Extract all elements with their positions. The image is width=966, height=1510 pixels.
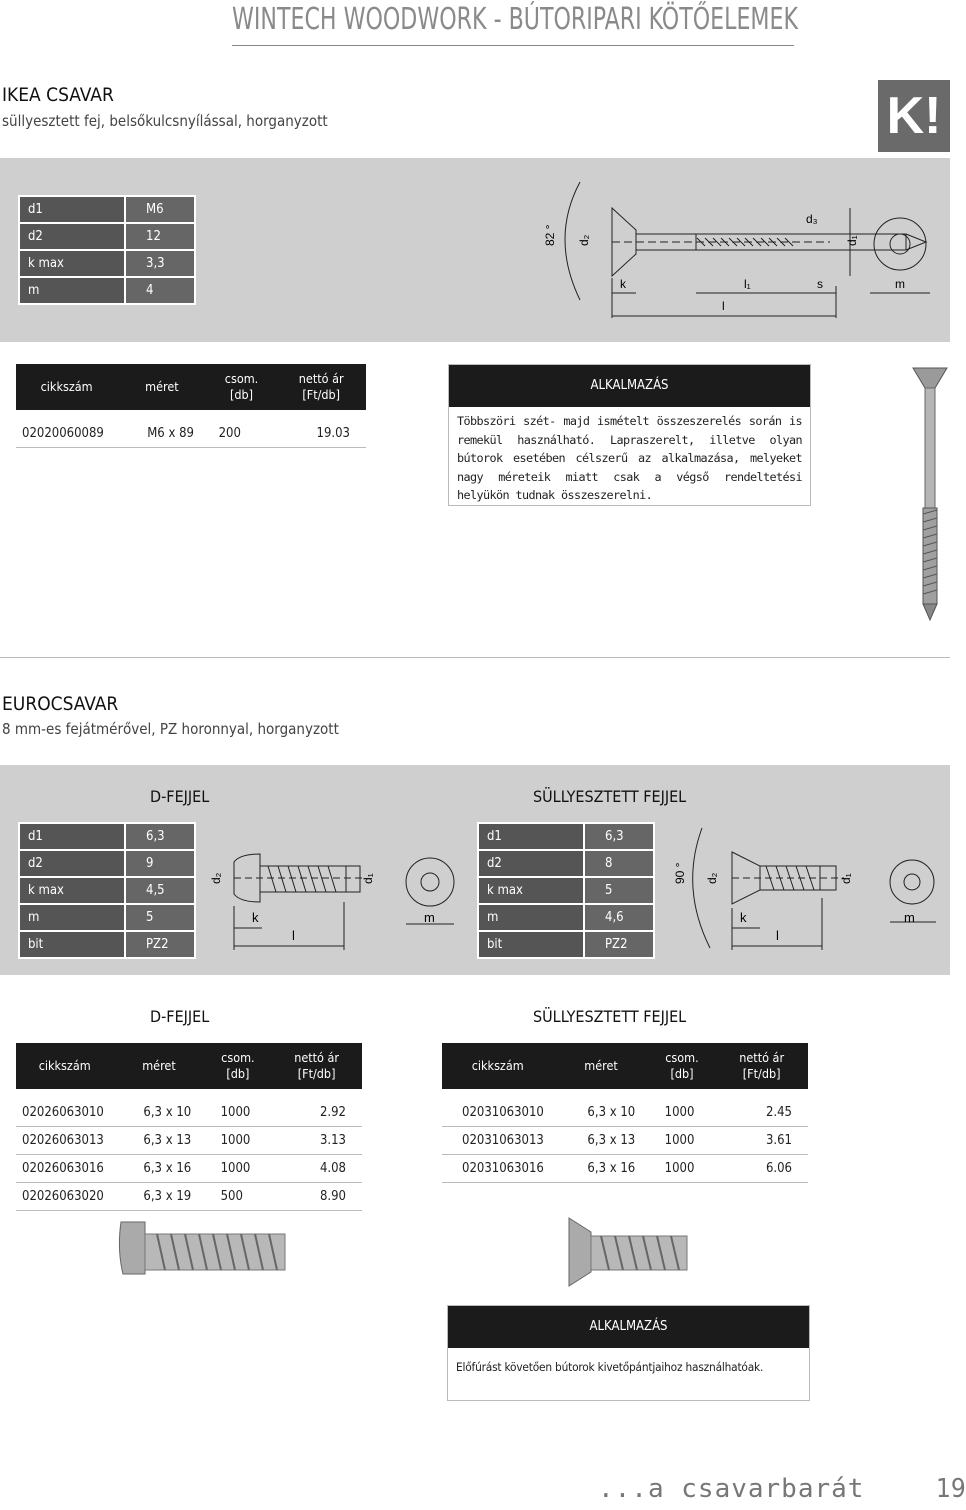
spec-key: k max (19, 877, 125, 904)
col-pack (205, 1043, 272, 1089)
spec-value: 9 (125, 850, 195, 877)
col-price-unit: [Ft/db] (742, 1066, 781, 1081)
ikea-application-box (448, 364, 811, 506)
spec-key: d2 (19, 850, 125, 877)
table-row (442, 1127, 808, 1155)
spec-row (19, 850, 195, 877)
row-price: 3.13 (271, 1127, 362, 1155)
price-table-header (442, 1043, 808, 1089)
spec-row (19, 823, 195, 850)
spec-value: 8 (584, 850, 654, 877)
spec-key: d1 (19, 823, 125, 850)
spec-value: 4 (125, 277, 195, 304)
row-pack: 500 (205, 1183, 272, 1211)
spec-key: m (19, 277, 125, 304)
col-code: cikkszám (16, 1043, 113, 1089)
col-price-unit: [Ft/db] (297, 1066, 336, 1081)
row-size: 6,3 x 16 (553, 1155, 648, 1183)
spec-value: 6,3 (125, 823, 195, 850)
k-label: k (252, 910, 259, 925)
row-pack: 1000 (649, 1127, 716, 1155)
spec-key: d2 (19, 223, 125, 250)
spec-row (19, 877, 195, 904)
spec-value: 6,3 (584, 823, 654, 850)
col-price-label: nettó ár (739, 1050, 785, 1065)
s-label: s (817, 277, 823, 291)
d1-label: d₁ (845, 235, 859, 246)
l-label: l (292, 928, 295, 943)
row-size: 6,3 x 16 (113, 1155, 204, 1183)
m-label: m (895, 277, 905, 291)
k-label: k (620, 277, 626, 291)
col-pack-unit: [db] (226, 1066, 250, 1081)
row-price: 19.03 (276, 420, 366, 448)
row-size: 6,3 x 13 (553, 1127, 648, 1155)
s-head-title: SÜLLYESZTETT FEJJEL (533, 787, 687, 806)
s-head-spec-table (477, 822, 655, 959)
col-pack-unit: [db] (229, 387, 254, 402)
spec-key: bit (19, 931, 125, 958)
col-price-label: nettó ár (298, 371, 344, 386)
col-price (276, 364, 366, 410)
row-code: 02020060089 (16, 420, 117, 448)
ikea-title: IKEA CSAVAR (2, 84, 114, 106)
ikea-screw-drawing (530, 168, 940, 328)
row-size: 6,3 x 19 (113, 1183, 204, 1211)
col-code: cikkszám (16, 364, 117, 410)
m-label: m (424, 910, 435, 925)
col-pack-label: csom. (224, 371, 259, 386)
footer-slogan: ...a csavarbarát (598, 1474, 865, 1504)
col-size: méret (117, 364, 206, 410)
ikea-screw-photo (905, 362, 955, 627)
row-code: 02031063013 (442, 1127, 553, 1155)
spec-row (19, 277, 195, 304)
spec-key: d1 (19, 196, 125, 223)
application-text: Többszöri szét- majd ismételt összeszerelés során is remekül használható. Lapraszerelt, illetve olyan bútorok esetében célszerű az alkalmazása, melyeket nagy méreteik miatt csak a végső rendeltetési helyükön tudnak összeszerelni. (457, 414, 802, 502)
spec-key: bit (478, 931, 584, 958)
spec-row (478, 850, 654, 877)
spec-key: d2 (478, 850, 584, 877)
d3-label: d₃ (806, 212, 818, 226)
row-code: 02026063020 (16, 1183, 113, 1211)
d1-label: d₁ (839, 873, 853, 884)
table-row (442, 1099, 808, 1127)
row-size: 6,3 x 10 (113, 1099, 204, 1127)
col-size: méret (553, 1043, 648, 1089)
spec-row (19, 931, 195, 958)
row-code: 02031063016 (442, 1155, 553, 1183)
spec-value: M6 (125, 196, 195, 223)
row-pack: 1000 (205, 1127, 272, 1155)
application-heading: ALKALMAZÁS (448, 1306, 809, 1348)
row-pack: 1000 (649, 1155, 716, 1183)
col-price-unit: [Ft/db] (302, 387, 341, 402)
ikea-price-table (16, 364, 366, 448)
price-table-header (16, 1043, 362, 1089)
row-size: 6,3 x 13 (113, 1127, 204, 1155)
s-head-screw-photo (565, 1212, 695, 1292)
application-text: Előfúrást követően bútorok kivetőpántjaihoz használhatóak. (456, 1360, 764, 1374)
price-table-header (16, 364, 366, 410)
spec-key: d1 (478, 823, 584, 850)
d-head-table-title: D-FEJJEL (150, 1007, 210, 1026)
col-pack-label: csom. (665, 1050, 699, 1065)
ikea-spec-table (18, 195, 196, 305)
row-code: 02031063010 (442, 1099, 553, 1127)
row-code: 02026063016 (16, 1155, 113, 1183)
page-header-title: WINTECH WOODWORK - BÚTORIPARI KÖTŐELEMEK (232, 2, 799, 37)
d2-label: d₂ (577, 234, 591, 246)
d2-label: d₂ (705, 872, 719, 884)
col-pack (649, 1043, 716, 1089)
spec-row (19, 196, 195, 223)
d-head-spec-table (18, 822, 196, 959)
spec-row (478, 877, 654, 904)
spec-value: 4,6 (584, 904, 654, 931)
row-price: 3.61 (715, 1127, 808, 1155)
row-code: 02026063010 (16, 1099, 113, 1127)
row-price: 2.92 (271, 1099, 362, 1127)
spec-value: 3,3 (125, 250, 195, 277)
k-label: k (740, 910, 747, 925)
spec-key: k max (478, 877, 584, 904)
application-heading: ALKALMAZÁS (449, 365, 810, 407)
row-code: 02026063013 (16, 1127, 113, 1155)
page-number: 19 (936, 1474, 966, 1504)
col-pack-label: csom. (221, 1050, 255, 1065)
col-pack (207, 364, 277, 410)
spec-row (19, 250, 195, 277)
spec-key: k max (19, 250, 125, 277)
spec-value: 5 (125, 904, 195, 931)
table-row (16, 1127, 362, 1155)
euro-title: EUROCSAVAR (2, 693, 119, 715)
spec-value: PZ2 (125, 931, 195, 958)
table-row (16, 1099, 362, 1127)
s-head-screw-drawing (660, 828, 944, 960)
spec-row (478, 823, 654, 850)
spec-value: 12 (125, 223, 195, 250)
row-pack: 1000 (205, 1155, 272, 1183)
euro-application-box (447, 1305, 810, 1401)
spec-key: m (19, 904, 125, 931)
col-pack-unit: [db] (670, 1066, 694, 1081)
spec-value: 5 (584, 877, 654, 904)
row-pack: 1000 (649, 1099, 716, 1127)
brand-logo: K! (878, 80, 950, 152)
l-label: l (722, 299, 725, 313)
spec-key: m (478, 904, 584, 931)
table-row (16, 1183, 362, 1211)
m-label: m (904, 910, 915, 925)
table-row (16, 1155, 362, 1183)
row-price: 2.45 (715, 1099, 808, 1127)
row-price: 8.90 (271, 1183, 362, 1211)
angle-label: 82 ° (543, 224, 557, 246)
angle-label: 90 ° (673, 862, 687, 884)
d-head-price-table (16, 1043, 362, 1211)
l1-label: l₁ (744, 277, 751, 291)
spec-row (478, 931, 654, 958)
header-rule (232, 45, 794, 46)
col-price (715, 1043, 808, 1089)
section-separator (0, 657, 950, 658)
spec-value: PZ2 (584, 931, 654, 958)
euro-subtitle: 8 mm-es fejátmérővel, PZ horonnyal, horganyzott (2, 720, 339, 738)
row-pack: 1000 (205, 1099, 272, 1127)
s-head-price-table (442, 1043, 808, 1183)
d-head-screw-photo (115, 1212, 295, 1292)
l-label: l (776, 928, 779, 943)
d-head-screw-drawing (196, 832, 466, 960)
row-pack: 200 (207, 420, 277, 448)
d-head-title: D-FEJJEL (150, 787, 210, 806)
d2-label: d₂ (209, 872, 223, 884)
s-head-table-title: SÜLLYESZTETT FEJJEL (533, 1007, 687, 1026)
spec-row (478, 904, 654, 931)
spec-row (19, 223, 195, 250)
spec-value: 4,5 (125, 877, 195, 904)
spec-row (19, 904, 195, 931)
row-price: 6.06 (715, 1155, 808, 1183)
col-price (271, 1043, 362, 1089)
ikea-subtitle: süllyesztett fej, belsőkulcsnyílással, horganyzott (2, 112, 328, 130)
table-row (16, 420, 366, 448)
row-size: 6,3 x 10 (553, 1099, 648, 1127)
col-price-label: nettó ár (294, 1050, 340, 1065)
col-code: cikkszám (442, 1043, 553, 1089)
col-size: méret (113, 1043, 204, 1089)
table-row (442, 1155, 808, 1183)
row-price: 4.08 (271, 1155, 362, 1183)
d1-label: d₁ (361, 873, 375, 884)
row-size: M6 x 89 (117, 420, 206, 448)
